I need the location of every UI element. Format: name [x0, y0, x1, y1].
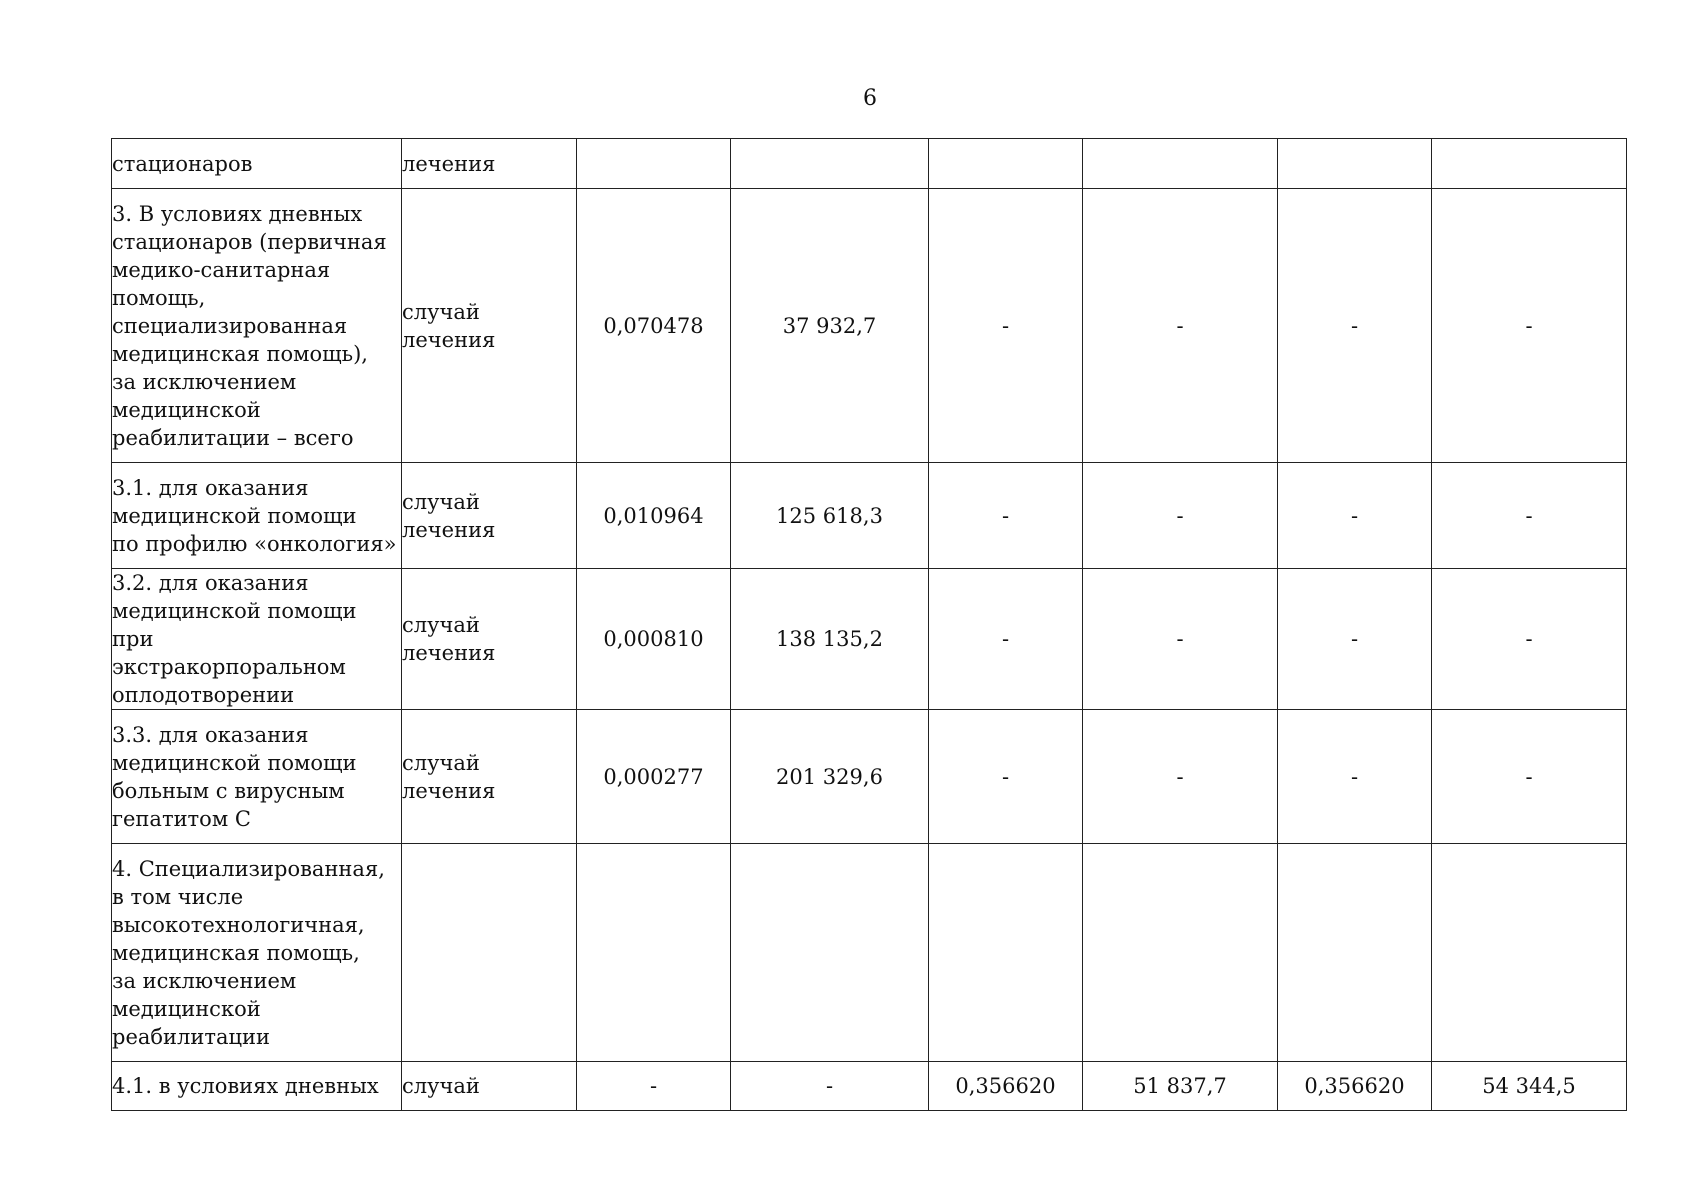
value-cell: - — [1083, 189, 1278, 463]
value-cell: 138 135,2 — [731, 569, 929, 710]
row-name-cell: 3.2. для оказания медицинской помощи при экстракорпоральном оплодотворении — [112, 569, 402, 710]
row-unit-cell: случай лечения — [402, 710, 577, 844]
table-row — [112, 463, 1627, 569]
table-row — [112, 710, 1627, 844]
row-unit-cell: случай лечения — [402, 189, 577, 463]
value-cell: 0,000810 — [577, 569, 731, 710]
value-cell — [577, 844, 731, 1062]
value-cell: 0,010964 — [577, 463, 731, 569]
value-cell — [1083, 844, 1278, 1062]
row-unit-cell: случай лечения — [402, 463, 577, 569]
value-cell: 0,000277 — [577, 710, 731, 844]
value-cell — [1432, 139, 1627, 189]
value-cell: 0,356620 — [929, 1062, 1083, 1111]
value-cell — [929, 844, 1083, 1062]
table-row — [112, 1062, 1627, 1111]
page-number: 6 — [863, 86, 877, 111]
value-cell: - — [1083, 710, 1278, 844]
row-name-cell: 4. Специализированная, в том числе высокотехнологичная, медицинская помощь, за исключением медицинской реабилитации — [112, 844, 402, 1062]
row-name-cell: 3.1. для оказания медицинской помощи по профилю «онкология» — [112, 463, 402, 569]
row-unit-cell: случай — [402, 1062, 577, 1111]
value-cell: - — [929, 189, 1083, 463]
value-cell: - — [1083, 569, 1278, 710]
value-cell: - — [929, 710, 1083, 844]
row-name-cell: 3.3. для оказания медицинской помощи больным с вирусным гепатитом С — [112, 710, 402, 844]
value-cell: - — [1278, 710, 1432, 844]
value-cell — [1278, 844, 1432, 1062]
value-cell: - — [1432, 189, 1627, 463]
row-name-cell: 4.1. в условиях дневных — [112, 1062, 402, 1111]
table-row — [112, 139, 1627, 189]
row-unit-cell — [402, 844, 577, 1062]
row-name-cell: стационаров — [112, 139, 402, 189]
table-row — [112, 189, 1627, 463]
value-cell: - — [1432, 463, 1627, 569]
value-cell: 51 837,7 — [1083, 1062, 1278, 1111]
norms-table — [111, 138, 1627, 1111]
value-cell — [731, 844, 929, 1062]
value-cell: 54 344,5 — [1432, 1062, 1627, 1111]
value-cell: 125 618,3 — [731, 463, 929, 569]
value-cell — [577, 139, 731, 189]
value-cell: - — [1432, 710, 1627, 844]
value-cell: 0,070478 — [577, 189, 731, 463]
value-cell: 201 329,6 — [731, 710, 929, 844]
value-cell: - — [1432, 569, 1627, 710]
value-cell — [731, 139, 929, 189]
value-cell: 37 932,7 — [731, 189, 929, 463]
value-cell — [929, 139, 1083, 189]
row-unit-cell: случай лечения — [402, 569, 577, 710]
value-cell: - — [1278, 189, 1432, 463]
value-cell: - — [731, 1062, 929, 1111]
value-cell: - — [1083, 463, 1278, 569]
table-row — [112, 844, 1627, 1062]
value-cell — [1278, 139, 1432, 189]
value-cell: - — [929, 463, 1083, 569]
table-row — [112, 569, 1627, 710]
value-cell: - — [1278, 569, 1432, 710]
value-cell: - — [1278, 463, 1432, 569]
value-cell — [1083, 139, 1278, 189]
value-cell: 0,356620 — [1278, 1062, 1432, 1111]
value-cell — [1432, 844, 1627, 1062]
row-unit-cell: лечения — [402, 139, 577, 189]
value-cell: - — [577, 1062, 731, 1111]
row-name-cell: 3. В условиях дневных стационаров (первичная медико-санитарная помощь, специализированная медицинская помощь), за исключением медицинской реабилитации – всего — [112, 189, 402, 463]
value-cell: - — [929, 569, 1083, 710]
